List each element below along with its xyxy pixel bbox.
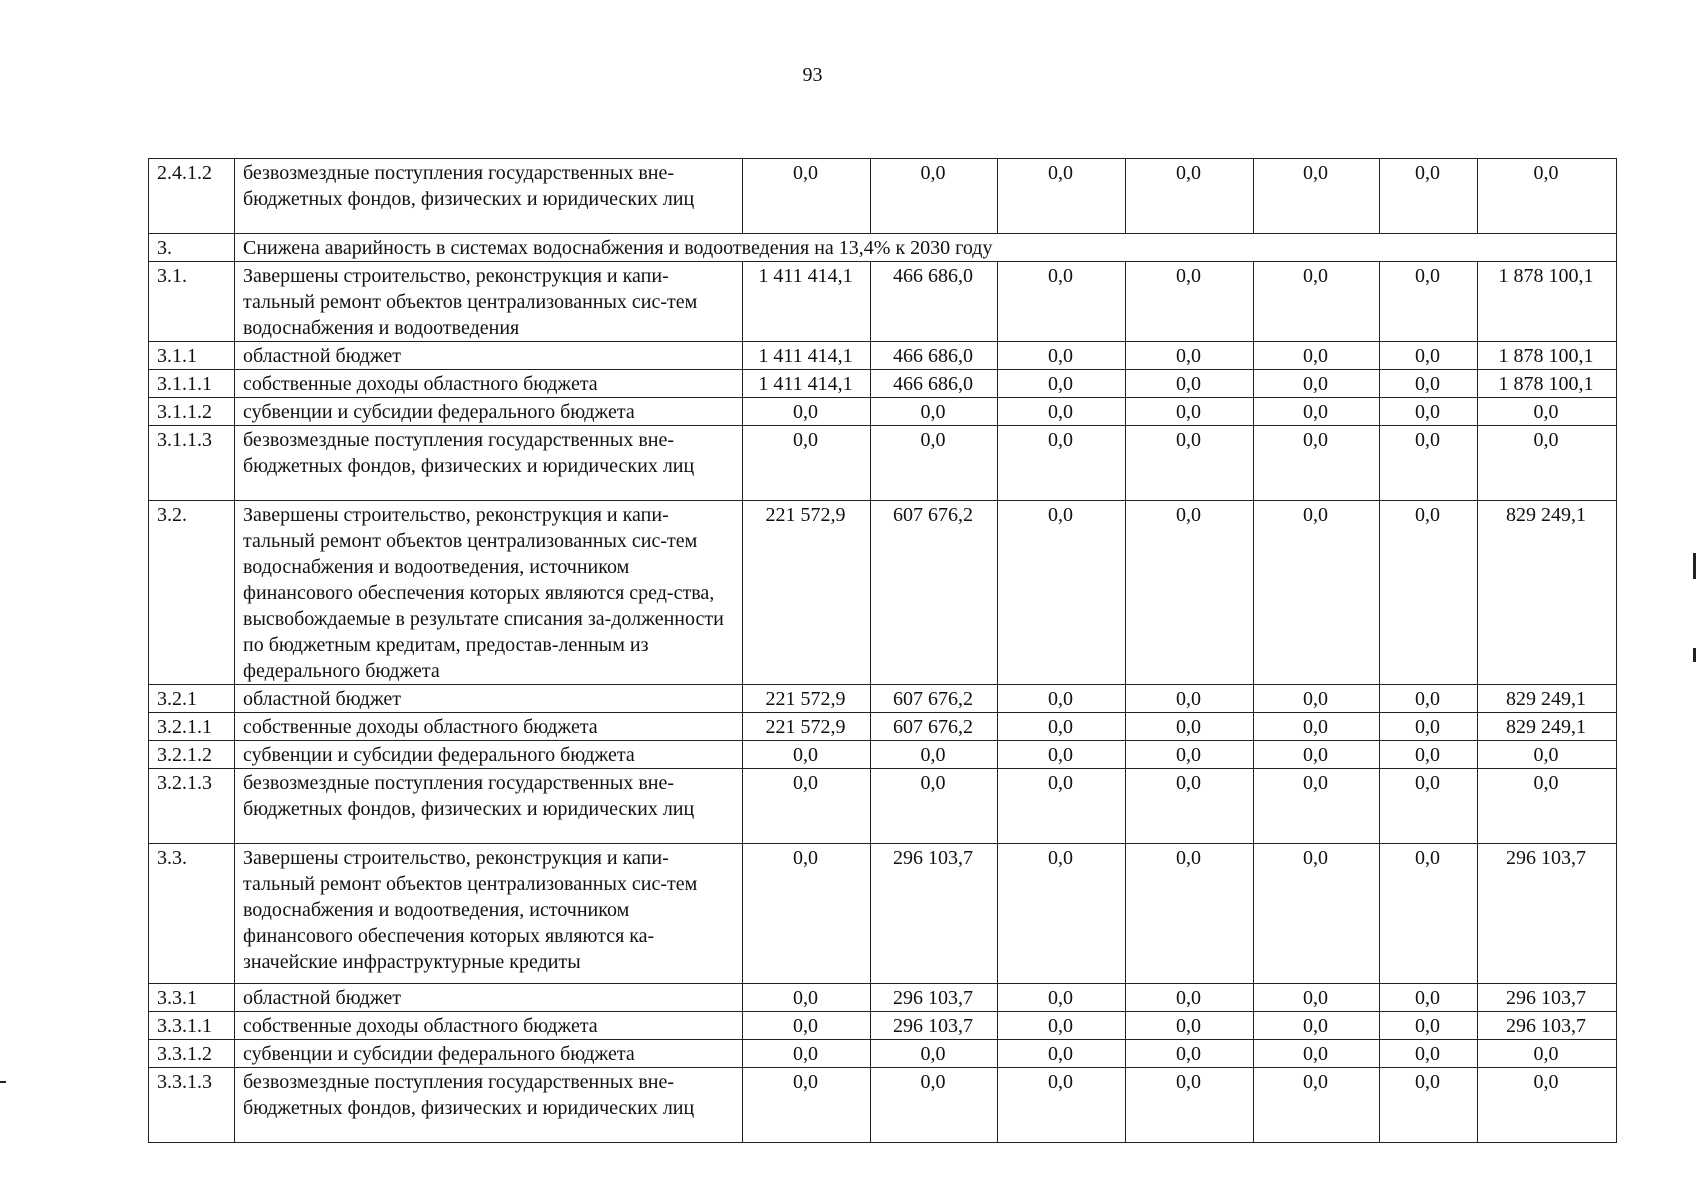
value-cell: 0,0: [998, 844, 1126, 984]
row-name: Завершены строительство, реконструкция и капи-тальный ремонт объектов централизованных сис-тем водоснабжения и водоотведения, источником финансового обеспечения которых являются ка-значейские инфраструктурные кредиты: [235, 844, 743, 984]
value-cell: 0,0: [1126, 398, 1254, 426]
row-name: субвенции и субсидии федерального бюджета: [235, 398, 743, 426]
value-cell: 0,0: [998, 159, 1126, 234]
value-cell: 1 878 100,1: [1478, 342, 1617, 370]
value-cell: 0,0: [998, 262, 1126, 342]
value-cell: 1 878 100,1: [1478, 262, 1617, 342]
value-cell: 0,0: [1254, 984, 1380, 1012]
value-cell: 0,0: [1254, 844, 1380, 984]
value-cell: 0,0: [1126, 342, 1254, 370]
value-cell: 0,0: [1126, 685, 1254, 713]
value-cell: 0,0: [1380, 1068, 1478, 1143]
table-row: [149, 262, 1617, 342]
value-cell: 0,0: [1380, 159, 1478, 234]
value-cell: 0,0: [1126, 741, 1254, 769]
value-cell: 0,0: [1126, 1068, 1254, 1143]
value-cell: 0,0: [1380, 713, 1478, 741]
value-cell: 0,0: [1380, 426, 1478, 501]
row-code: 3.1.1.3: [149, 426, 235, 501]
value-cell: 0,0: [1380, 685, 1478, 713]
row-code: 3.1.1.1: [149, 370, 235, 398]
table-row: [149, 501, 1617, 685]
value-cell: 0,0: [743, 769, 871, 844]
row-code: 3.1.: [149, 262, 235, 342]
value-cell: 0,0: [1254, 370, 1380, 398]
value-cell: 0,0: [871, 159, 998, 234]
value-cell: 466 686,0: [871, 262, 998, 342]
row-code: 3.3.1: [149, 984, 235, 1012]
value-cell: 0,0: [1126, 769, 1254, 844]
value-cell: 0,0: [998, 741, 1126, 769]
value-cell: 0,0: [1380, 769, 1478, 844]
edge-mark-right: [1693, 553, 1696, 579]
row-name: безвозмездные поступления государственных вне-бюджетных фондов, физических и юридических лиц: [235, 769, 743, 844]
value-cell: 0,0: [1478, 426, 1617, 501]
row-name: собственные доходы областного бюджета: [235, 370, 743, 398]
table-row: [149, 984, 1617, 1012]
table-row: [149, 713, 1617, 741]
row-code: 3.2.1.2: [149, 741, 235, 769]
row-code: 3.2.: [149, 501, 235, 685]
value-cell: 0,0: [1254, 685, 1380, 713]
table-row: [149, 426, 1617, 501]
value-cell: 0,0: [1126, 159, 1254, 234]
row-code: 3.1.1.2: [149, 398, 235, 426]
value-cell: 466 686,0: [871, 370, 998, 398]
value-cell: 0,0: [1254, 1012, 1380, 1040]
value-cell: 0,0: [1254, 769, 1380, 844]
value-cell: 0,0: [743, 398, 871, 426]
table-row: [149, 342, 1617, 370]
row-code: 3.: [149, 234, 235, 262]
value-cell: 0,0: [871, 398, 998, 426]
table-body: [149, 159, 1617, 1143]
value-cell: 0,0: [1126, 370, 1254, 398]
value-cell: 0,0: [743, 159, 871, 234]
row-name: безвозмездные поступления государственных вне-бюджетных фондов, физических и юридических лиц: [235, 426, 743, 501]
row-name: Завершены строительство, реконструкция и капи-тальный ремонт объектов централизованных сис-тем водоснабжения и водоотведения: [235, 262, 743, 342]
value-cell: 0,0: [871, 1040, 998, 1068]
row-code: 3.2.1: [149, 685, 235, 713]
value-cell: 0,0: [1380, 844, 1478, 984]
value-cell: 0,0: [743, 426, 871, 501]
budget-table: [148, 158, 1617, 1143]
value-cell: 0,0: [1254, 159, 1380, 234]
value-cell: 296 103,7: [1478, 1012, 1617, 1040]
row-name: субвенции и субсидии федерального бюджета: [235, 1040, 743, 1068]
value-cell: 0,0: [871, 741, 998, 769]
value-cell: 0,0: [1478, 741, 1617, 769]
value-cell: 0,0: [1380, 342, 1478, 370]
value-cell: 0,0: [998, 501, 1126, 685]
value-cell: 0,0: [1478, 769, 1617, 844]
value-cell: 0,0: [1478, 398, 1617, 426]
value-cell: 1 878 100,1: [1478, 370, 1617, 398]
table-row: [149, 234, 1617, 262]
value-cell: 0,0: [743, 741, 871, 769]
value-cell: 0,0: [1254, 741, 1380, 769]
table-row: [149, 844, 1617, 984]
value-cell: 0,0: [871, 426, 998, 501]
value-cell: 0,0: [1126, 1040, 1254, 1068]
edge-mark-left: [0, 1081, 6, 1083]
row-name: субвенции и субсидии федерального бюджета: [235, 741, 743, 769]
value-cell: 0,0: [743, 984, 871, 1012]
row-name: собственные доходы областного бюджета: [235, 713, 743, 741]
value-cell: 0,0: [998, 685, 1126, 713]
table-row: [149, 685, 1617, 713]
row-code: 3.2.1.1: [149, 713, 235, 741]
value-cell: 0,0: [743, 1040, 871, 1068]
value-cell: 0,0: [1380, 1012, 1478, 1040]
value-cell: 607 676,2: [871, 685, 998, 713]
row-name: безвозмездные поступления государственных вне-бюджетных фондов, физических и юридических лиц: [235, 1068, 743, 1143]
value-cell: 0,0: [1380, 984, 1478, 1012]
value-cell: 0,0: [1254, 1040, 1380, 1068]
row-name: областной бюджет: [235, 685, 743, 713]
value-cell: 0,0: [998, 769, 1126, 844]
value-cell: 0,0: [1380, 262, 1478, 342]
table-row: [149, 769, 1617, 844]
value-cell: 221 572,9: [743, 501, 871, 685]
value-cell: 607 676,2: [871, 713, 998, 741]
value-cell: 0,0: [1126, 426, 1254, 501]
value-cell: 0,0: [998, 342, 1126, 370]
value-cell: 0,0: [1478, 159, 1617, 234]
value-cell: 0,0: [743, 1012, 871, 1040]
value-cell: 0,0: [1478, 1068, 1617, 1143]
table-row: [149, 1040, 1617, 1068]
value-cell: 0,0: [998, 398, 1126, 426]
value-cell: 0,0: [1126, 1012, 1254, 1040]
row-code: 3.2.1.3: [149, 769, 235, 844]
row-name: собственные доходы областного бюджета: [235, 1012, 743, 1040]
row-name: Завершены строительство, реконструкция и капи-тальный ремонт объектов централизованных сис-тем водоснабжения и водоотведения, источником финансового обеспечения которых являются сред-ства, высвобождаемые в результате списания за-долженности по бюджетным кредитам, предостав-ленным из федерального бюджета: [235, 501, 743, 685]
value-cell: 0,0: [1126, 262, 1254, 342]
value-cell: 0,0: [1126, 984, 1254, 1012]
value-cell: 0,0: [998, 984, 1126, 1012]
value-cell: 0,0: [1254, 713, 1380, 741]
value-cell: 0,0: [871, 769, 998, 844]
value-cell: 296 103,7: [871, 1012, 998, 1040]
value-cell: 1 411 414,1: [743, 342, 871, 370]
value-cell: 0,0: [998, 713, 1126, 741]
value-cell: 0,0: [1126, 713, 1254, 741]
value-cell: 0,0: [1254, 342, 1380, 370]
value-cell: 1 411 414,1: [743, 262, 871, 342]
value-cell: 0,0: [1380, 501, 1478, 685]
value-cell: 0,0: [1254, 1068, 1380, 1143]
row-code: 3.1.1: [149, 342, 235, 370]
row-name: областной бюджет: [235, 342, 743, 370]
table-row: [149, 398, 1617, 426]
value-cell: 829 249,1: [1478, 685, 1617, 713]
value-cell: 221 572,9: [743, 685, 871, 713]
value-cell: 0,0: [998, 370, 1126, 398]
value-cell: 0,0: [1380, 398, 1478, 426]
table-row: [149, 159, 1617, 234]
value-cell: 0,0: [743, 844, 871, 984]
value-cell: 0,0: [1254, 501, 1380, 685]
row-code: 3.3.: [149, 844, 235, 984]
value-cell: 0,0: [871, 1068, 998, 1143]
table-row: [149, 370, 1617, 398]
row-code: 3.3.1.3: [149, 1068, 235, 1143]
value-cell: 466 686,0: [871, 342, 998, 370]
row-code: 2.4.1.2: [149, 159, 235, 234]
value-cell: 0,0: [998, 1068, 1126, 1143]
value-cell: 0,0: [998, 1040, 1126, 1068]
edge-mark-right-lower: [1693, 648, 1696, 662]
value-cell: 607 676,2: [871, 501, 998, 685]
value-cell: 0,0: [1254, 398, 1380, 426]
value-cell: 0,0: [1380, 1040, 1478, 1068]
value-cell: 829 249,1: [1478, 713, 1617, 741]
value-cell: 296 103,7: [1478, 984, 1617, 1012]
value-cell: 296 103,7: [871, 984, 998, 1012]
table-row: [149, 741, 1617, 769]
value-cell: 0,0: [998, 426, 1126, 501]
value-cell: 0,0: [1380, 370, 1478, 398]
value-cell: 0,0: [998, 1012, 1126, 1040]
value-cell: 829 249,1: [1478, 501, 1617, 685]
value-cell: 296 103,7: [871, 844, 998, 984]
value-cell: 0,0: [1254, 426, 1380, 501]
value-cell: 0,0: [1380, 741, 1478, 769]
table-row: [149, 1068, 1617, 1143]
value-cell: 0,0: [1254, 262, 1380, 342]
value-cell: 0,0: [743, 1068, 871, 1143]
value-cell: 0,0: [1126, 844, 1254, 984]
value-cell: 1 411 414,1: [743, 370, 871, 398]
row-name: безвозмездные поступления государственных вне-бюджетных фондов, физических и юридических лиц: [235, 159, 743, 234]
value-cell: 296 103,7: [1478, 844, 1617, 984]
page-number: 93: [802, 64, 823, 86]
row-code: 3.3.1.2: [149, 1040, 235, 1068]
row-name: областной бюджет: [235, 984, 743, 1012]
value-cell: 0,0: [1478, 1040, 1617, 1068]
row-code: 3.3.1.1: [149, 1012, 235, 1040]
value-cell: 0,0: [1126, 501, 1254, 685]
table-row: [149, 1012, 1617, 1040]
value-cell: 221 572,9: [743, 713, 871, 741]
section-title: Снижена аварийность в системах водоснабжения и водоотведения на 13,4% к 2030 году: [235, 234, 1617, 262]
